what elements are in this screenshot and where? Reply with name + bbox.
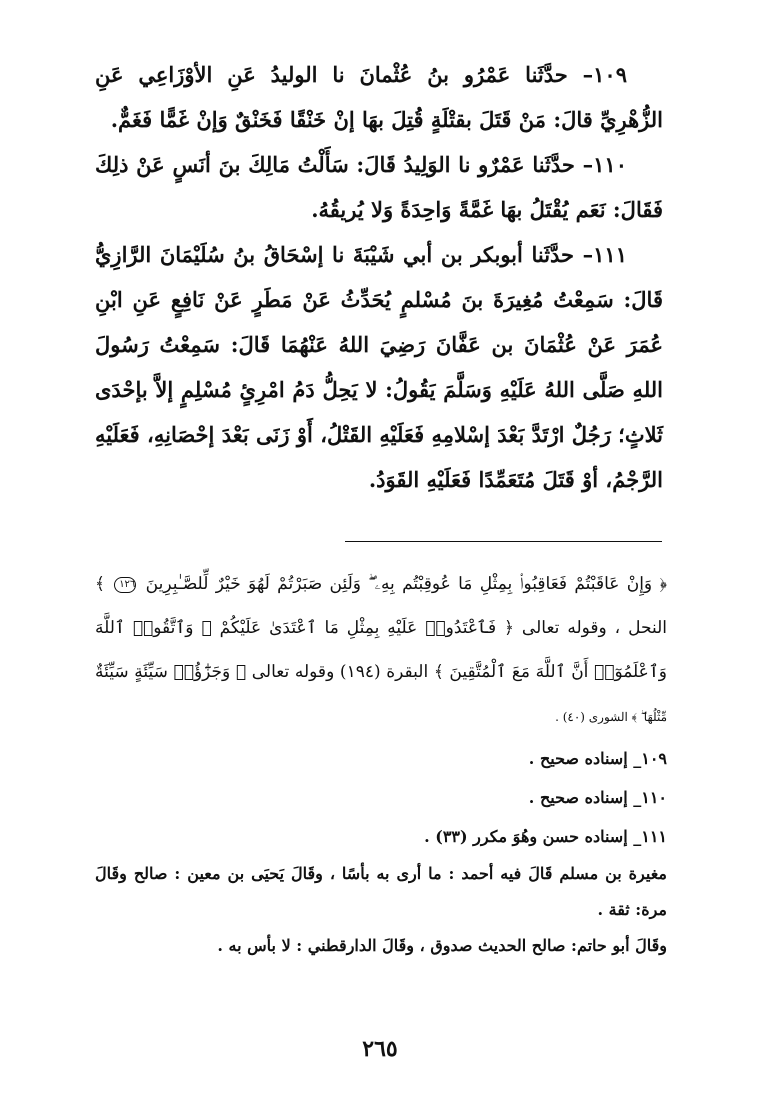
hadith-number: ١١١ <box>593 242 627 267</box>
verse-continuation-3: مِّثْلُهَا ۖ ﴾ الشورى (٤٠) . <box>555 710 667 724</box>
ayah-number-mark: ١٢٦ <box>114 577 136 593</box>
narrator-biography-cont: وقَالَ أبو حاتم: صالح الحديث صدوق ، وقَالَ الدارقطني : لا بأس به . <box>217 936 667 955</box>
hadith-number: ١٠٩ <box>593 62 627 87</box>
hadith-text: – حدَّثَنا عَمْرُو بنُ عُثْمانَ نا الوليدُ عَنِ الأوْزَاعِي عَنِ الزُّهْرِيِّ قالَ: مَنْ قَتَلَ بقتْلَةٍ قُتِلَ بهَا إنْ خَنْقًا فَخَنْقٌ وَإنْ غَمًّا فَغَمٌّ. <box>95 62 663 132</box>
hadith-text: – حدَّثَنا عَمْرٌو نا الوَلِيدُ قَالَ: سَأَلْتُ مَالِكَ بنَ أنَسٍ عَنْ ذلِكَ فَقَالَ: نَعَم يُقْتَلُ بهَا غَمَّةً وَاحِدَةً وَلا يُريقُهُ. <box>95 152 663 222</box>
footnote-ref-109: ١٠٩_ إسناده صحيح . <box>528 749 667 768</box>
hadith-109 <box>95 52 663 142</box>
hadith-110 <box>95 142 663 232</box>
narrator-biography: مغيرة بن مسلم قَالَ فيه أحمد : ما أرى به بأسًا ، وقَالَ يَحيَى بن معين : صالح وقَالَ مرة: ثقة . <box>95 864 667 919</box>
footnote-divider <box>345 541 662 542</box>
hadith-section <box>95 52 663 502</box>
verse-continuation-1: ﴾ النحل ، وقوله تعالى ﴿ فَٱعْتَدُوا۟ عَلَيْهِ بِمِثْلِ مَا ٱعْتَدَىٰ عَلَيْكُمْ ۚ وَٱتَّقُوا۟ ٱللَّهَ <box>95 574 667 638</box>
hadith-111 <box>95 232 663 502</box>
footnote-ref-111: ١١١_ إسناده حسن وهُوَ مكرر (٣٣) . <box>424 827 667 846</box>
verse-continuation-2: وَٱعْلَمُوٓا۟ أَنَّ ٱللَّهَ مَعَ ٱلْمُتَّقِينَ ﴾ البقرة (١٩٤) وقوله تعالى ﴿ وَجَزَٰٓؤُا۟ سَيِّئَةٍ سَيِّئَةٌ <box>95 662 668 682</box>
hadith-number: ١١٠ <box>593 152 627 177</box>
footnote-ref-110: ١١٠_ إسناده صحيح . <box>528 788 667 807</box>
page-number: ٢٦٥ <box>362 1036 398 1062</box>
hadith-text: – حدَّثَنا أبوبكر بن أبي شَيْبَةَ نا إسْحَاقُ بنُ سُلَيْمَانَ الرَّازِيُّ قَالَ: سَمِعْتُ مُغِيرَةَ بنَ مُسْلمٍ يُحَدِّثُ عَنْ مَطَرٍ عَنْ نَافِعٍ عَنِ ابْنِ عُمَرَ عَنْ عُثْمَانَ بن عَفَّانَ رَضِيَ اللهُ عَنْهُمَا قَالَ: سَمِعْتُ رَسُولَ اللهِ صَلَّى اللهُ عَلَيْهِ وَسَلَّمَ يَقُولُ: لا يَحِلُّ دَمُ امْرِئٍ مُسْلِمٍ إلاَّ بإحْدَى ثَلاثٍ؛ رَجُلٌ ارْتَدَّ بَعْدَ إسْلامِهِ فَعَلَيْهِ القَتْلُ، أَوْ زَنَى بَعْدَ إحْصَانِهِ، فَعَلَيْهِ الرَّجْمُ، أوْ قَتَلَ مُتَعَمِّدًا فَعَلَيْهِ القَوَدُ. <box>95 242 663 492</box>
verse-line: ﴿ وَإِنْ عَاقَبْتُمْ فَعَاقِبُوا۟ بِمِثْلِ مَا عُوقِبْتُم بِهِۦ ۖ وَلَئِن صَبَرْتُمْ لَهُوَ خَيْرٌ لِّلصَّـٰبِرِينَ <box>145 574 668 594</box>
footnotes <box>95 562 667 964</box>
footnote-verse <box>95 562 667 739</box>
